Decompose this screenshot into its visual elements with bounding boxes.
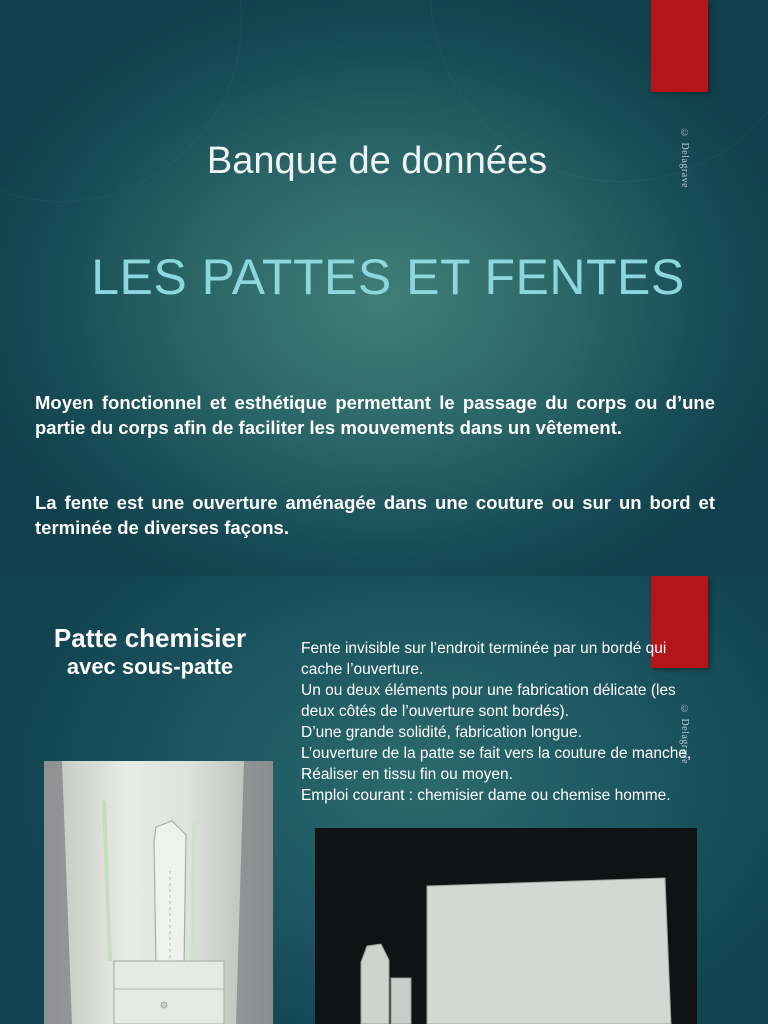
content-slide [0,576,768,1024]
description-line: cache l’ouverture. [301,661,424,678]
red-accent-tab [651,0,708,92]
definition-paragraph: Moyen fonctionnel et esthétique permettant le passage du corps ou d’une partie du corps afin de faciliter les mouvements dans un vêtement. [35,392,715,438]
slide-title: LES PATTES ET FENTES [91,249,685,305]
watermark: © Delagrave [679,128,690,189]
description-line: Emploi courant : chemisier dame ou chemise homme. [301,787,671,804]
section-heading-line2: avec sous-patte [66,654,234,679]
watermark: © Delagrave [679,704,690,765]
slide-subtitle: Banque de données [206,140,548,182]
description-line: Un ou deux éléments pour une fabrication délicate (les [301,682,676,699]
pattern-photo [315,828,697,1024]
description-line: Fente invisible sur l’endroit terminée par un bordé qui [301,640,667,657]
description-line: L’ouverture de la patte se fait vers la couture de manche, [301,745,692,762]
sleeve-photo [44,761,273,1024]
description-line: D’une grande solidité, fabrication longue. [301,724,582,741]
description-text [301,638,741,806]
section-heading [25,623,275,681]
section-heading-line1: Patte chemisier [53,623,247,653]
description-line: deux côtés de l’ouverture sont bordés). [301,703,569,720]
fente-paragraph: La fente est une ouverture aménagée dans une couture ou sur un bord et terminée de diverses façons. [35,492,715,538]
description-line: Réaliser en tissu fin ou moyen. [301,766,513,783]
